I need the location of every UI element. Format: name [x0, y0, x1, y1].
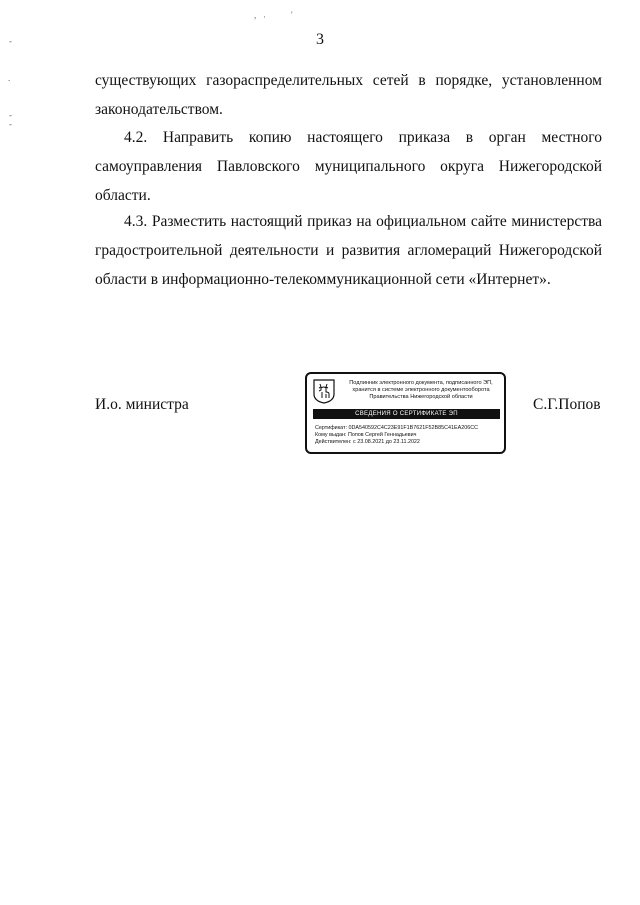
- signatory-name: С.Г.Попов: [533, 396, 601, 413]
- scan-mark: -: [9, 119, 12, 129]
- text-line: 4.3. Разместить настоящий приказ на официальном сайте министерства: [124, 213, 602, 230]
- electronic-signature-stamp: [305, 372, 506, 454]
- certificate-banner: СВЕДЕНИЯ О СЕРТИФИКАТЕ ЭП: [313, 409, 500, 419]
- paragraph-4-3: [95, 207, 602, 294]
- scan-mark: ,: [254, 10, 257, 20]
- paragraph-continuation: [95, 66, 602, 124]
- text-line: области.: [95, 187, 151, 204]
- scan-mark: ': [291, 10, 293, 20]
- stamp-header-line: Подлинник электронного документа, подписанного ЭП,: [349, 380, 493, 386]
- scan-mark: ·: [263, 12, 266, 22]
- stamp-header-line: хранится в системе электронного документооборота: [352, 387, 490, 393]
- deer-emblem-icon: [313, 379, 335, 404]
- certificate-details: [315, 425, 478, 446]
- stamp-header: [337, 380, 505, 401]
- page-number: 3: [316, 31, 324, 48]
- scan-mark: .: [8, 73, 11, 83]
- stamp-header-line: Правительства Нижегородской области: [369, 394, 473, 400]
- text-line: существующих газораспределительных сетей в порядке, установленном: [95, 72, 602, 89]
- signatory-title: И.о. министра: [95, 396, 189, 413]
- paragraph-4-2: [95, 123, 602, 210]
- scan-mark: -: [9, 110, 12, 120]
- text-line: законодательством.: [95, 101, 223, 118]
- text-line: самоуправления Павловского муниципального округа Нижегородской: [95, 158, 602, 175]
- text-line: градостроительной деятельности и развития агломераций Нижегородской: [95, 242, 602, 259]
- certificate-validity: Действителен: с 23.08.2021 до 23.11.2022: [315, 439, 420, 445]
- text-line: области в информационно-телекоммуникационной сети «Интернет».: [95, 271, 551, 288]
- certificate-number: Сертификат: 0DA540592C4C23E91F1B7621F52B85C41EA206CC: [315, 425, 478, 431]
- scan-mark: -: [9, 36, 12, 46]
- certificate-owner: Кому выдан: Попов Сергей Геннадьевич: [315, 432, 417, 438]
- text-line: 4.2. Направить копию настоящего приказа в орган местного: [124, 129, 602, 146]
